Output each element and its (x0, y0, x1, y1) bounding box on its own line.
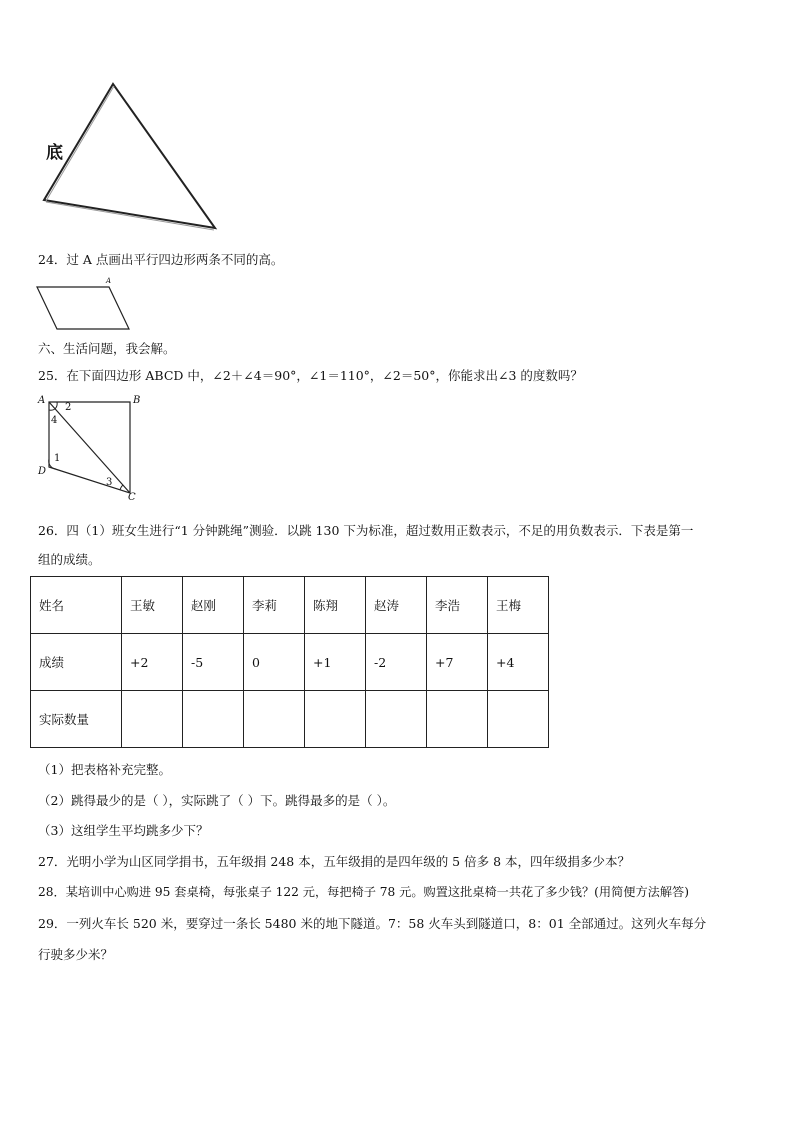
table-cell: 成绩 (31, 634, 122, 691)
table-cell: 李莉 (244, 577, 305, 634)
angle-label-2: 2 (65, 402, 72, 413)
question-26-sub-3: （3）这组学生平均跳多少下？ (38, 823, 209, 838)
answer-cell[interactable] (183, 691, 244, 748)
table-cell: +2 (122, 634, 183, 691)
table-cell: 0 (244, 634, 305, 691)
question-26-line-1: 26．四（1）班女生进行“1 分钟跳绳”测验．以跳 130 下为标准，超过数用正数表示，不足的用负数表示．下表是第一 (38, 523, 694, 538)
answer-cell[interactable] (366, 691, 427, 748)
question-26-sub-1: （1）把表格补充完整。 (38, 762, 171, 777)
question-26-sub-2: （2）跳得最少的是（ ），实际跳了（ ）下。跳得最多的是（ ）。 (38, 793, 396, 808)
question-27-text: 27．光明小学为山区同学捐书，五年级捐 248 本，五年级捐的是四年级的 5 倍多 8 本，四年级捐多少本？ (38, 854, 631, 869)
vertex-label-b: B (133, 395, 141, 406)
jump-rope-score-table (30, 576, 549, 748)
question-25-text: 25．在下面四边形 ABCD 中，∠2＋∠4＝90°，∠1＝110°，∠2＝50°，你能求出∠3 的度数吗？ (38, 368, 583, 383)
parallelogram-vertex-a: A (106, 277, 112, 285)
table-cell: +1 (305, 634, 366, 691)
question-26-line-2: 组的成绩。 (38, 552, 101, 567)
table-cell: 王梅 (488, 577, 549, 634)
answer-cell[interactable] (244, 691, 305, 748)
vertex-label-a: A (38, 395, 46, 406)
table-cell: -2 (366, 634, 427, 691)
question-24-text: 24．过 A 点画出平行四边形两条不同的高。 (38, 252, 284, 267)
answer-cell[interactable] (488, 691, 549, 748)
question-29-line-1: 29．一列火车长 520 米，要穿过一条长 5480 米的地下隧道。7：58 火车头到隧道口，8：01 全部通过。这列火车每分 (38, 916, 707, 931)
table-cell: 李浩 (427, 577, 488, 634)
triangle-base-label: 底 (46, 143, 63, 163)
question-29-line-2: 行驶多少米？ (38, 947, 114, 962)
table-cell: 赵涛 (366, 577, 427, 634)
angle-label-3: 3 (106, 477, 113, 488)
diagonal-ac (49, 402, 130, 493)
angle-3-arc (120, 485, 123, 490)
angle-4-arc (49, 409, 55, 410)
table-cell: 王敏 (122, 577, 183, 634)
table-cell: +4 (488, 634, 549, 691)
question-28-text: 28．某培训中心购进 95 套桌椅，每张桌子 122 元，每把椅子 78 元。购置这批桌椅一共花了多少钱？(用简便方法解答) (38, 885, 689, 899)
table-cell: 陈翔 (305, 577, 366, 634)
table-cell: 姓名 (31, 577, 122, 634)
answer-cell[interactable] (122, 691, 183, 748)
table-cell: 赵刚 (183, 577, 244, 634)
answer-cell[interactable] (305, 691, 366, 748)
angle-label-1: 1 (54, 453, 61, 464)
answer-cell[interactable] (427, 691, 488, 748)
table-cell: -5 (183, 634, 244, 691)
angle-2-arc (55, 402, 57, 409)
vertex-label-d: D (38, 466, 47, 477)
table-row-actual-count (31, 691, 549, 748)
table-cell: +7 (427, 634, 488, 691)
table-row-names (31, 577, 549, 634)
table-cell: 实际数量 (31, 691, 122, 748)
angle-label-4: 4 (51, 415, 58, 426)
vertex-label-c: C (128, 492, 136, 503)
section-6-heading: 六、生活问题，我会解。 (38, 341, 176, 356)
table-row-scores (31, 634, 549, 691)
